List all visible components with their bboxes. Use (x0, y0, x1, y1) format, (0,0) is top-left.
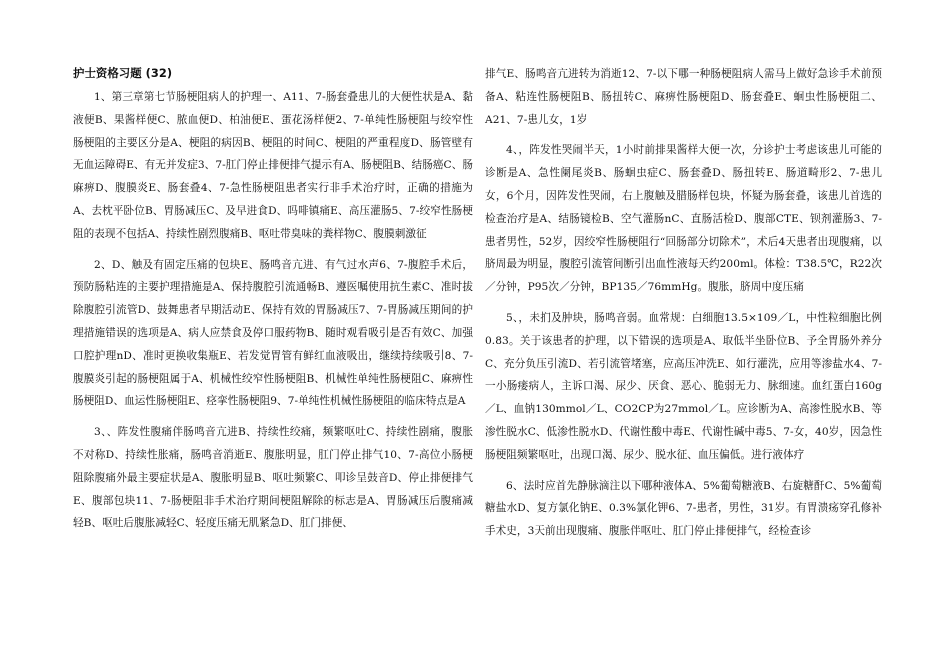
paragraph: 6、法时应首先静脉滴注以下哪种液体A、5%葡萄糖液B、右旋糖酐C、5%葡萄糖盐水D、复方氯化钠E、0.3%氯化钾6、7-患者，男性，31岁。有胃溃疡穿孔修补手术史，3天前出现腹痛、腹胀伴呕吐、肛门停止排便排气，经检查诊 (485, 479, 882, 538)
right-column (485, 63, 882, 543)
left-column (73, 62, 473, 535)
paragraph: 排气E、肠鸣音亢进转为消逝12、7-以下哪一种肠梗阻病人需马上做好急诊手术前预备A、粘连性肠梗阻B、肠扭转C、麻痹性肠梗阻D、肠套叠E、蛔虫性肠梗阻二、A21、7-患儿女，1岁 (485, 68, 882, 126)
paragraph: 1、第三章第七节肠梗阻病人的护理一、A11、7-肠套叠患儿的大便性状是A、黏液便B、果酱样便C、脓血便D、柏油便E、蛋花汤样便2、7-单纯性肠梗阻与绞窄性肠梗阻的主要区分是A、梗阻的病因B、梗阻的时间C、梗阻的严重程度D、肠管壁有无血运障碍E、有无并发症3、7-肛门停止排便排气提示有A、肠梗阻B、结肠癌C、肠麻痹D、腹膜炎E、肠套叠4、7-急性肠梗阻患者实行非手术治疗时，正确的措施为A、去枕平卧位B、胃肠减压C、及早进食D、吗啡镇痛E、高压灌肠5、7-绞窄性肠梗阻的表现不包括A、持续性剧烈腹痛B、呕吐带臭味的粪样物C、腹膜刺激征 (73, 91, 473, 240)
document-title: 护士资格习题 (32) (73, 66, 173, 80)
paragraph: 3、、阵发性腹痛伴肠鸣音亢进B、持续性绞痛，频繁呕吐C、持续性剧痛，腹胀不对称D、持续性胀痛，肠鸣音消逝E、腹胀明显，肛门停止排气10、7-高位小肠梗阻除腹痛外最主要症状是A、腹胀明显B、呕吐频繁C、叩诊呈鼓音D、停止排便排气E、腹部包块11、7-肠梗阻非手术治疗期间梗阻解除的标志是A、胃肠减压后腹痛减轻B、呕吐后腹胀减轻C、轻度压痛无肌紧急D、肛门排便、 (73, 426, 473, 530)
paragraph: 5、，未扪及肿块，肠鸣音弱。血常规：白细胞13.5×109／L，中性粒细胞比例0.83。关于该患者的护理，以下错误的选项是A、取低半坐卧位B、予全胃肠外养分C、充分负压引流D、若引流管堵塞，应高压冲洗E、如行灌洗，应用等渗盐水4、7-一小肠瘘病人，主诉口渴、尿少、厌食、恶心、脆弱无力、脉细速。血红蛋白160g／L、血钠130mmol／L、CO2CP为27mmol／L。应诊断为A、高渗性脱水B、等渗性脱水C、低渗性脱水D、代谢性酸中毒E、代谢性碱中毒5、7-女，40岁，因急性肠梗阻频繁呕吐，出现口渴、尿少、脱水征、血压偏低。进行液体疗 (485, 311, 882, 461)
paragraph: 2、D、触及有固定压痛的包块E、肠鸣音亢进、有气过水声6、7-腹腔手术后，预防肠粘连的主要护理措施是A、保持腹腔引流通畅B、遵医嘱使用抗生素C、准时拔除腹腔引流管D、鼓舞患者早期活动E、保持有效的胃肠减压7、7-胃肠减压期间的护理措施错误的选项是A、病人应禁食及停口服药物B、随时观看吸引是否有效C、加强口腔护理nD、准时更换收集瓶E、若发觉胃管有鲜红血液吸出，继续持续吸引8、7-腹膜炎引起的肠梗阻属于A、机械性绞窄性肠梗阻B、机械性单纯性肠梗阻C、麻痹性肠梗阻D、血运性肠梗阻E、痉挛性肠梗阻9、7-单纯性机械性肠梗阻的临床特点是A (73, 258, 473, 408)
paragraph: 4、，阵发性哭闹半天，1小时前排果酱样大便一次，分诊护士考虑该患儿可能的诊断是A、急性阑尾炎B、肠蛔虫症C、肠套叠D、肠扭转E、肠道畸形2、7-患儿女，6个月，因阵发性哭闹，右上腹触及腊肠样包块，怀疑为肠套叠，该患儿首选的检查治疗是A、结肠镜检B、空气灌肠nC、直肠活检D、腹部CTE、钡剂灌肠3、7-患者男性，52岁，因绞窄性肠梗阻行“回肠部分切除术”，术后4天患者出现腹痛，以脐周最为明显，腹腔引流管间断引出血性液每天约200ml。体检：T38.5℃，R22次／分钟，P95次／分钟，BP135／76mmHg。腹胀，脐周中度压痛 (485, 144, 882, 294)
